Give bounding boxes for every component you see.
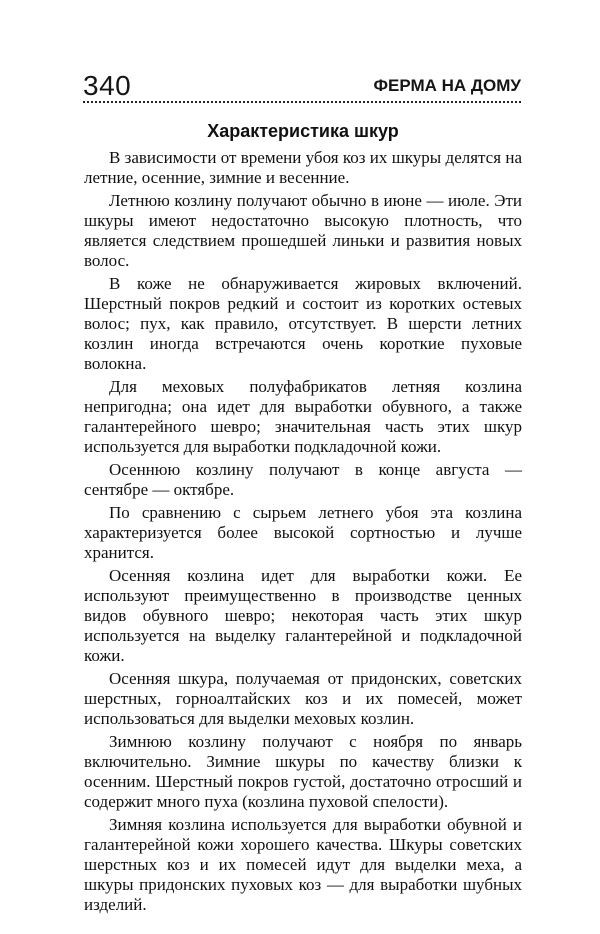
paragraph: Осенняя козлина идет для выработки кожи. Ее используют преимущественно в производстве ценных видов обувного шевро; некоторая часть этих шкур используется на выделку галантерейной и подкладочной кожи. bbox=[84, 566, 522, 665]
header-rule bbox=[83, 101, 521, 103]
paragraph: В зависимости от времени убоя коз их шкуры делятся на летние, осенние, зимние и весенние. bbox=[84, 148, 522, 187]
page-content bbox=[84, 118, 522, 918]
paragraph: Осенняя шкура, получаемая от придонских, советских шерстных, горноалтайских коз и их помесей, может использоваться для выделки меховых козлин. bbox=[84, 669, 522, 728]
paragraph: Для меховых полуфабрикатов летняя козлина непригодна; она идет для выработки обувного, а также галантерейного шевро; значительная часть этих шкур используется для выработки подкладочной кожи. bbox=[84, 377, 522, 456]
paragraph: Зимнюю козлину получают с ноября по январь включительно. Зимние шкуры по качеству близки к осенним. Шерстный покров густой, достаточно отросший и содержит много пуха (козлина пуховой спелости). bbox=[84, 732, 522, 811]
page-header bbox=[83, 70, 521, 106]
paragraph: По сравнению с сырьем летнего убоя эта козлина характеризуется более высокой сортностью и лучше хранится. bbox=[84, 503, 522, 562]
paragraph: Летнюю козлину получают обычно в июне — июле. Эти шкуры имеют недостаточно высокую плотность, что является следствием прошедшей линьки и развития новых волос. bbox=[84, 191, 522, 270]
running-title: ФЕРМА НА ДОМУ bbox=[373, 76, 521, 95]
paragraph: Осеннюю козлину получают в конце августа — сентябре — октябре. bbox=[84, 460, 522, 499]
paragraph: Зимняя козлина используется для выработки обувной и галантерейной кожи хорошего качества. Шкуры советских шерстных коз и их помесей идут для выделки меха, а шкуры придонских пуховых коз — для выработки шубных изделий. bbox=[84, 815, 522, 914]
paragraph: В коже не обнаруживается жировых включений. Шерстный покров редкий и состоит из коротких остевых волос; пух, как правило, отсутствует. В шерсти летних козлин иногда встречаются очень короткие пуховые волокна. bbox=[84, 274, 522, 373]
section-title: Характеристика шкур bbox=[207, 121, 399, 141]
page-number: 340 bbox=[83, 70, 132, 101]
